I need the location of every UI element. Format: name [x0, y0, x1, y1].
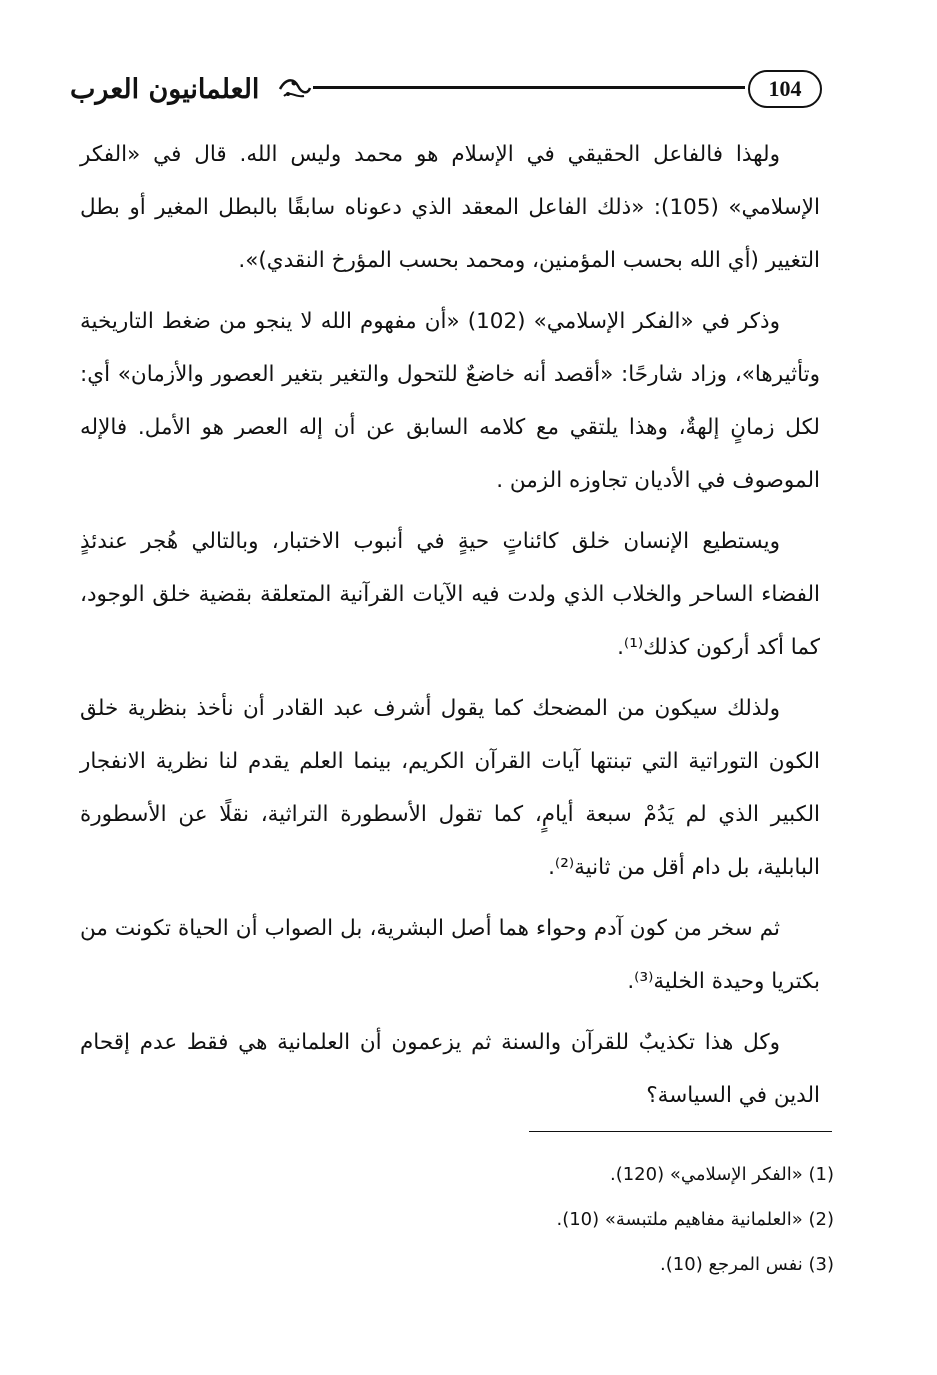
running-header [70, 66, 825, 116]
paragraph: ولهذا فالفاعل الحقيقي في الإسلام هو محمد وليس الله. قال في «الفكر الإسلامي» (105): «ذلك الفاعل المعقد الذي دعوناه سابقًا بالبطل المغير أو بطل التغيير (أي الله بحسب المؤمنين، ومحمد بحسب المؤرخ النقدي)». [80, 142, 820, 273]
paragraph: وكل هذا تكذيبٌ للقرآن والسنة ثم يزعمون أن العلمانية هي فقط عدم إقحام الدين في السياسة؟ [80, 1030, 820, 1108]
book-title: العلمانيون العرب [70, 73, 260, 105]
header-divider [313, 86, 745, 89]
footnotes [300, 1152, 834, 1287]
main-text [80, 128, 820, 1122]
page-number: 104 [748, 70, 822, 108]
footnote: (3) نفس المرجع (10). [660, 1254, 834, 1275]
footnote: (1) «الفكر الإسلامي» (120). [609, 1164, 834, 1185]
paragraph: ولذلك سيكون من المضحك كما يقول أشرف عبد القادر أن نأخذ بنظرية خلق الكون التوراتية التي تبنتها آيات القرآن الكريم، بينما العلم يقدم لنا نظرية الانفجار الكبير الذي لم يَدُمْ سبعة أيامٍ، كما تقول الأسطورة التراثية، نقلًا عن الأسطورة البابلية، بل دام أقل من ثانية⁽²⁾. [80, 696, 820, 880]
paragraph: ثم سخر من كون آدم وحواء هما أصل البشرية، بل الصواب أن الحياة تكونت من بكتريا وحيدة الخلية⁽³⁾. [80, 916, 820, 994]
floral-ornament-icon [276, 74, 312, 104]
footnote-divider [529, 1131, 832, 1132]
paragraph: وذكر في «الفكر الإسلامي» (102) «أن مفهوم الله لا ينجو من ضغط التاريخية وتأثيرها»، وزاد شارحًا: «أقصد أنه خاضعٌ للتحول والتغير بتغير العصور والأزمان» أي: لكل زمانٍ إلهةٌ، وهذا يلتقي مع كلامه السابق عن أن إله العصر هو الأمل. فالإله الموصوف في الأديان تجاوزه الزمن . [80, 309, 820, 493]
paragraph: ويستطيع الإنسان خلق كائناتٍ حيةٍ في أنبوب الاختبار، وبالتالي هُجر عندئذٍ الفضاء الساحر والخلاب الذي ولدت فيه الآيات القرآنية المتعلقة بقضية خلق الوجود، كما أكد أركون كذلك⁽¹⁾. [80, 529, 820, 660]
footnote: (2) «العلمانية مفاهيم ملتبسة» (10). [556, 1209, 834, 1230]
